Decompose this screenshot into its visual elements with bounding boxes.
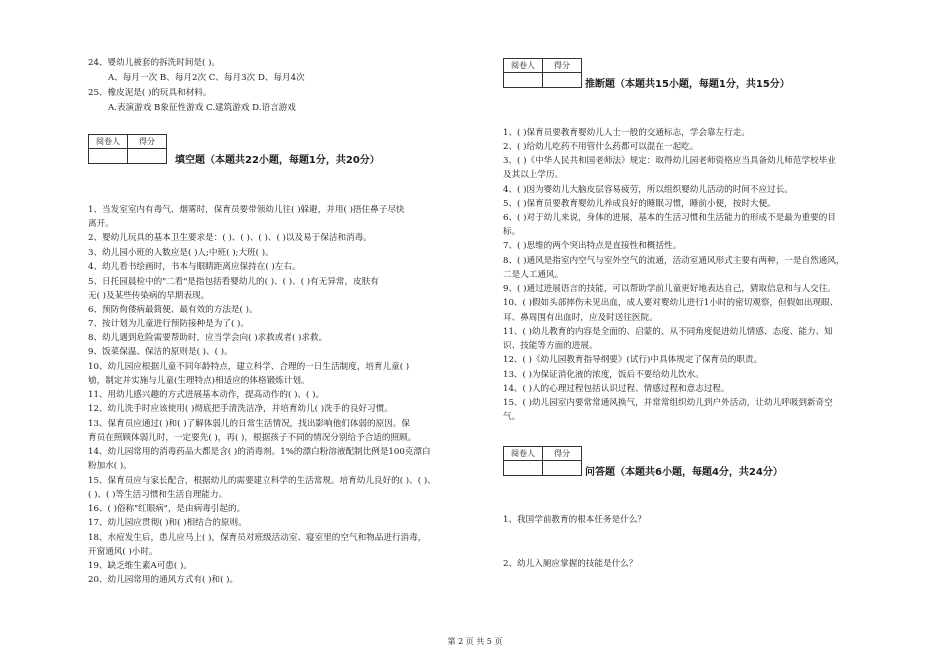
list-item: 1、( )保育员要教育婴幼儿人士一般的交通标志，学会靠左行走。: [503, 128, 750, 138]
list-item: 标。: [503, 227, 521, 237]
list-item: 17、幼儿园应贯彻( )和( )相结合的原则。: [88, 518, 247, 528]
list-item: 10、( )假如头部摔伤未见出血，成人要对婴幼儿进行1小时的密切观察，但假如出现眼、: [503, 298, 839, 308]
list-item: 劬，制定并实施与儿童(生理特点)相适应的体格锻炼计划。: [88, 376, 310, 386]
list-item: 8、( )通风是指室内空气与室外空气的流通，活动室通风形式主要有两种，一是自然通风，: [503, 256, 845, 266]
list-item: 3、( )《中华人民共和国老师法》规定：取得幼儿园老师资格应当具备幼儿师范学校毕业: [503, 156, 836, 166]
question-24-options: A、每月一次 B、每月2次 C、每月3次 D、每月4次: [108, 73, 305, 83]
list-item: 14、幼儿园常用的消毒药品大都是含( )的消毒剂。1%的漂白粉溶液配制比例是100克漂白: [88, 447, 431, 457]
grader-header: 阅卷人: [504, 447, 543, 461]
list-item: 5、日托园晨检中的"二看"是指包括看婴幼儿的( )、( )、( )有无异常，皮肤有: [88, 277, 379, 287]
score-cell: [128, 149, 167, 164]
list-item: 7、按计划为儿童进行预防接种是为了( )。: [88, 319, 249, 329]
list-item: 13、( )为保证消化液的浓度，饭后不要给幼儿饮水。: [503, 370, 704, 380]
list-item: 二是人工通风。: [503, 270, 564, 280]
section-title-fill-in: 填空题（本题共22小题，每题1分，共20分）: [175, 155, 380, 166]
list-item: 9、饭菜保温、保洁的原则是( )、( )。: [88, 347, 233, 357]
list-item: 8、幼儿遇到危险需要帮助时，应当学会向( )求救或者( )求救。: [88, 333, 328, 343]
list-item: ( )、( )等生活习惯和生活自理能力。: [88, 490, 228, 500]
list-item: 及其以上学历。: [503, 170, 564, 180]
grader-header: 阅卷人: [89, 135, 128, 149]
list-item: 2、婴幼儿玩具的基本卫生要求是：( )、( )、( )、( )以及易于保洁和消毒。: [88, 233, 372, 243]
list-item: 9、( )通过进展语言的技能，可以帮助学前儿童更好地表达自己，猜取信息和与人交往。: [503, 284, 836, 294]
page-footer: 第 2 页 共 5 页: [447, 637, 503, 646]
list-item: 识、技能等方面的进展。: [503, 341, 598, 351]
list-item: 15、保育员应与家长配合，根据幼儿的需要建立科学的生活常规。培育幼儿良好的( )、( )、: [88, 476, 436, 486]
list-item: 13、保育员应通过( )和( )了解体弱儿的日常生活情况，找出影响他们体弱的原因。保: [88, 419, 410, 429]
qa-question-2: 2、幼儿入厕应掌握的技能是什么？: [503, 559, 638, 569]
list-item: 气。: [503, 412, 521, 422]
question-24: 24、婴幼儿被套的拆洗时间是( )。: [88, 58, 221, 68]
list-item: 4、( )因为婴幼儿大脑皮层容易疲劳，所以组织婴幼儿活动的时间不应过长。: [503, 185, 793, 195]
grader-cell: [504, 461, 543, 476]
list-item: 耳、鼻周围有出血时，应及时送往医院。: [503, 313, 658, 323]
list-item: 19、缺乏维生素A可患( )。: [88, 561, 192, 571]
score-cell: [543, 461, 582, 476]
section-title-judgment: 推断题（本题共15小题，每题1分，共15分）: [585, 79, 790, 90]
list-item: 10、幼儿园应根据儿童不同年龄特点，建立科学、合理的一日生活制度，培育儿童( ): [88, 362, 410, 372]
section-title-qa: 问答题（本题共6小题，每题4分，共24分）: [585, 467, 783, 478]
list-item: 11、( )幼儿教育的内容是全面的、启蒙的、从不同角度促进幼儿情感、态度、能力、知: [503, 327, 833, 337]
score-header: 得分: [128, 135, 167, 149]
score-header: 得分: [543, 59, 582, 73]
grader-cell: [89, 149, 128, 164]
qa-question-1: 1、我国学前教育的根本任务是什么？: [503, 515, 646, 525]
list-item: 无( )及某些传染病的早期表现。: [88, 291, 210, 301]
list-item: 粉加水( )。: [88, 461, 132, 471]
question-25: 25、橡皮泥是( )的玩具和材料。: [88, 88, 212, 98]
list-item: 育员在照顾体弱儿时，一定要先( )，再( )，根据孩子不同的情况分别给予合适的照顾。: [88, 433, 417, 443]
list-item: 18、水痘发生后，患儿应马上( )，保育员对班级活动室、寝室里的空气和物品进行消毒，: [88, 533, 427, 543]
list-item: 4、幼儿看书绘画时，书本与眼睛距离应保持在( )左右。: [88, 262, 301, 272]
list-item: 11、用幼儿感兴趣的方式进展基本动作，提高动作的( )、( )。: [88, 390, 325, 400]
list-item: 12、幼儿洗手时应该使用( )彻底把手清洗洁净，并培育幼儿( )洗手的良好习惯。: [88, 404, 393, 414]
grader-cell: [504, 73, 543, 88]
grader-header: 阅卷人: [504, 59, 543, 73]
list-item: 14、( )人的心理过程包括认识过程、情感过程和意志过程。: [503, 384, 730, 394]
list-item: 离开。: [88, 219, 114, 229]
list-item: 3、幼儿园小班的人数应是( )人;中班( );大班( )。: [88, 248, 274, 258]
question-25-options: A.表演游戏 B象征性游戏 C.建筑游戏 D.语言游戏: [108, 103, 296, 113]
list-item: 7、( )思维的两个突出特点是直接性和概括性。: [503, 241, 682, 251]
list-item: 6、预防佝偻病最简便、最有效的方法是( )。: [88, 305, 258, 315]
list-item: 开窗通风( )小时。: [88, 547, 158, 557]
list-item: 12、( )《幼儿园教育指导纲要》(试行)中具体规定了保育员的职责。: [503, 355, 763, 365]
list-item: 2、( )给幼儿吃药不用管什么药都可以混在一起吃。: [503, 142, 699, 152]
score-header: 得分: [543, 447, 582, 461]
score-table-qa: [503, 446, 582, 476]
list-item: 6、( )对于幼儿来说，身体的进展，基本的生活习惯和生活能力的形成不是最为重要的目: [503, 213, 836, 223]
list-item: 16、( )俗称"红眼病"，是由病毒引起的。: [88, 504, 246, 514]
score-cell: [543, 73, 582, 88]
list-item: 20、幼儿园常用的通风方式有( )和( )。: [88, 575, 239, 585]
list-item: 1、当发室室内有毒气、烟雾时，保育员要带领幼儿往( )躲避，并用( )捂住鼻子尽快: [88, 205, 405, 215]
list-item: 15、( )幼儿园室内要常常通风换气，并常常组织幼儿到户外活动，让幼儿呼吸到新奇空: [503, 398, 833, 408]
list-item: 5、( )保育员要教育婴幼儿养成良好的睡眠习惯，睡前小便，按时大便。: [503, 199, 776, 209]
score-table-judgment: [503, 58, 582, 88]
score-table-fill: [88, 134, 167, 164]
